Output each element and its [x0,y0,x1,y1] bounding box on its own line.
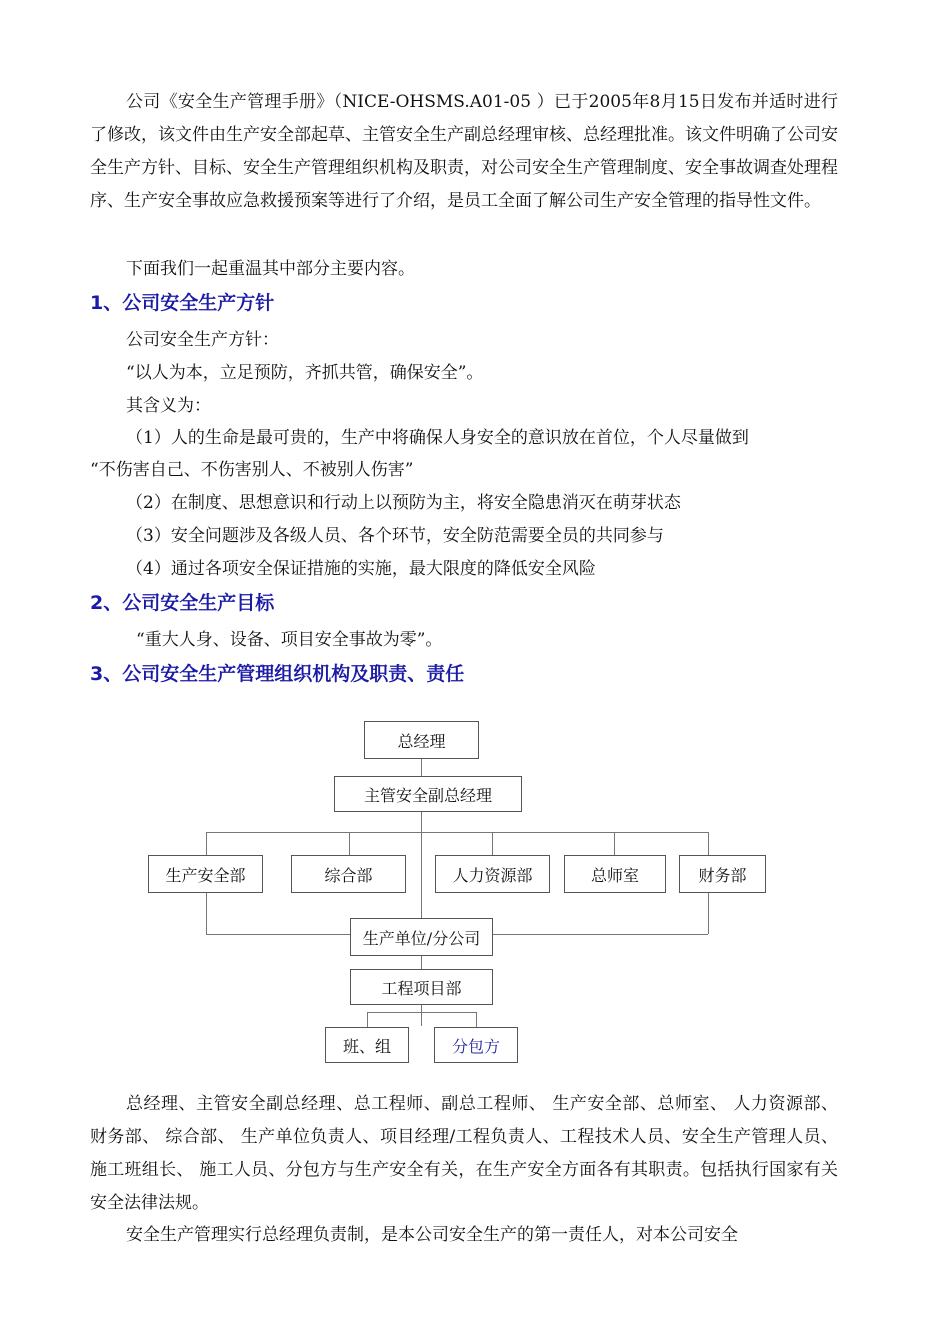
org-box-project-dept: 工程项目部 [350,969,493,1005]
org-box-subcontractor: 分包方 [434,1027,518,1063]
org-box-deputy-gm: 主管安全副总经理 [334,776,522,812]
org-box-dept-hr: 人力资源部 [435,855,550,893]
connector-drop-team [367,1012,368,1028]
intro-paragraph-2: 下面我们一起重温其中部分主要内容。 [126,259,415,279]
closing-paragraph-1: 总经理、主管安全副总经理、总工程师、副总工程师、 生产安全部、总师室、 人力资源部、 财务部、 综合部、 生产单位负责人、项目经理/工程负责人、工程技术人员、安全生产管理人员、 施工班组长、 施工人员、分包方与生产安全有关，在生产安全方面各有其职责。包括执行国家有关安全法律法规。 [90,1094,838,1213]
connector-drop-finance [708,832,709,856]
meaning-label: 其含义为： [126,396,211,416]
connector-drop-chief [614,832,615,856]
org-box-dept-chief-engineer: 总师室 [564,855,666,893]
connector-project-teams [421,1004,422,1026]
connector-finance-bottom [708,892,709,934]
connector-drop-safety [206,832,207,856]
safety-goal: “重大人身、设备、项目安全事故为零”。 [136,630,443,650]
connector-unit-project [421,956,422,970]
policy-statement: “以人为本，立足预防，齐抓共管，确保安全”。 [126,363,484,383]
connector-drop-general [349,832,350,856]
org-box-team: 班、组 [325,1027,409,1063]
section-2-heading: 2、公司安全生产目标 [90,592,275,614]
closing-paragraph-2: 安全生产管理实行总经理负责制，是本公司安全生产的第一责任人，对本公司安全 [126,1225,738,1245]
meaning-item-3: （3）安全问题涉及各级人员、各个环节，安全防范需要全员的共同参与 [126,526,664,546]
meaning-item-4: （4）通过各项安全保证措施的实施，最大限度的降低安全风险 [126,559,596,579]
meaning-item-1-line-2: “不伤害自己、不伤害别人、不被别人伤害” [90,460,414,480]
org-box-general-manager: 总经理 [364,721,479,759]
connector-gm-deputy [421,758,422,777]
section-3-heading: 3、公司安全生产管理组织机构及职责、责任 [90,663,465,685]
connector-teams-bar [367,1012,476,1013]
meaning-item-2: （2）在制度、思想意识和行动上以预防为主，将安全隐患消灭在萌芽状态 [126,493,681,513]
org-box-dept-general: 综合部 [291,855,406,893]
org-box-dept-safety: 生产安全部 [148,855,263,893]
section-1-heading: 1、公司安全生产方针 [90,292,275,314]
org-box-dept-finance: 财务部 [679,855,766,893]
intro-paragraph-1: 公司《安全生产管理手册》（NICE-OHSMS.A01-05 ）已于2005年8月15日发布并适时进行了修改，该文件由生产安全部起草、主管安全生产副总经理审核、总经理批准。该文件明确了公司安全生产方针、目标、安全生产管理组织机构及职责，对公司安全生产管理制度、安全事故调查处理程序、生产安全事故应急救援预案等进行了介绍，是员工全面了解公司生产安全管理的指导性文件。 [90,92,838,211]
meaning-item-1-line-1: （1）人的生命是最可贵的，生产中将确保人身安全的意识放在首位，个人尽量做到 [126,428,749,448]
connector-drop-sub [476,1012,477,1028]
connector-top-bar [206,832,708,833]
connector-deputy-trunk [421,812,422,918]
connector-drop-hr [492,832,493,856]
policy-label: 公司安全生产方针： [126,330,279,350]
org-box-production-unit: 生产单位/分公司 [350,918,493,956]
connector-safety-bottom [206,892,207,934]
